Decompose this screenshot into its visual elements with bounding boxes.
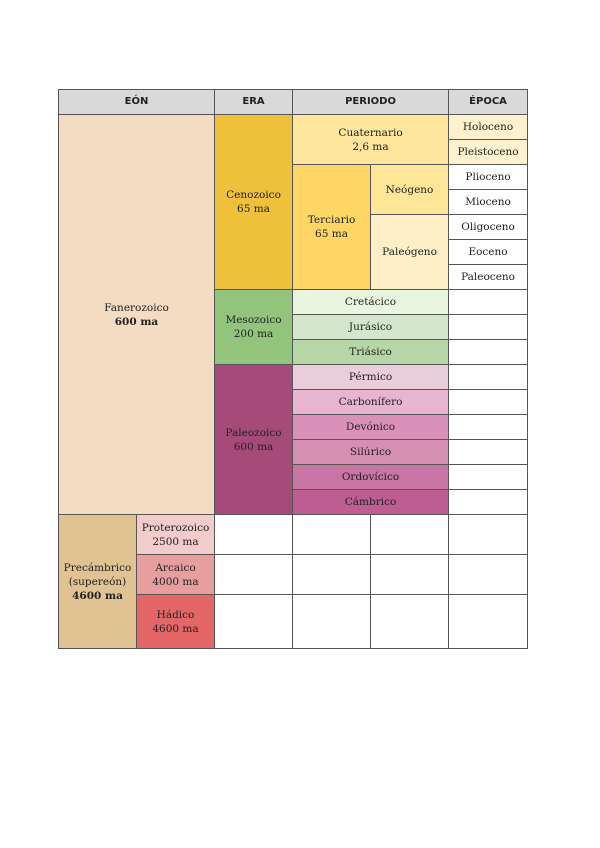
header-eon: EÓN [59,90,215,115]
era-arcaico-name: Arcaico [155,561,196,574]
empty-cell [449,315,528,340]
era-proterozoico-age: 2500 ma [152,535,199,548]
empty-cell [449,340,528,365]
era-cenozoico-age: 65 ma [237,203,270,215]
epoch-eoceno: Eoceno [449,240,528,265]
empty-cell [449,415,528,440]
empty-cell [449,465,528,490]
eon-precambrico-age: 4600 ma [72,589,123,602]
era-cenozoico-name: Cenozoico [226,189,281,201]
empty-cell [371,595,449,649]
empty-cell [215,595,293,649]
empty-cell [449,390,528,415]
period-cretacico: Cretácico [293,290,449,315]
header-era: ERA [215,90,293,115]
empty-cell [293,555,371,595]
era-hadico-name: Hádico [156,608,195,621]
period-neogeno: Neógeno [371,165,449,215]
era-paleozoico-name: Paleozoico [225,426,282,439]
empty-cell [371,515,449,555]
empty-cell [449,595,528,649]
period-cambrico: Cámbrico [293,490,449,515]
era-hadico-age: 4600 ma [152,622,199,635]
period-triasico: Triásico [293,340,449,365]
period-cuaternario-age: 2,6 ma [352,140,389,153]
period-paleogeno: Paleógeno [371,215,449,290]
epoch-mioceno: Mioceno [449,190,528,215]
era-mesozoico-name: Mesozoico [225,314,282,326]
epoch-holoceno: Holoceno [449,115,528,140]
eon-precambrico-name: Precámbrico [63,561,132,574]
era-mesozoico [215,290,293,365]
era-paleozoico [215,365,293,515]
era-proterozoico [137,515,215,555]
eon-precambrico-sub: (supereón) [68,575,127,588]
eon-precambrico [59,515,137,649]
eon-fanerozoico [59,115,215,515]
empty-cell [215,555,293,595]
header-epoca: ÉPOCA [449,90,528,115]
empty-cell [293,595,371,649]
era-proterozoico-name: Proterozoico [141,521,210,534]
empty-cell [449,490,528,515]
eon-fanerozoico-age: 600 ma [114,315,159,328]
period-carbonifero: Carbonífero [293,390,449,415]
header-row [59,90,528,115]
empty-cell [449,290,528,315]
epoch-pleistoceno: Pleistoceno [449,140,528,165]
era-mesozoico-age: 200 ma [233,328,274,340]
epoch-paleoceno: Paleoceno [449,265,528,290]
epoch-plioceno: Plioceno [449,165,528,190]
period-terciario [293,165,371,290]
period-cuaternario [293,115,449,165]
header-periodo: PERIODO [293,90,449,115]
empty-cell [215,515,293,555]
period-permico: Pérmico [293,365,449,390]
period-jurasico: Jurásico [293,315,449,340]
era-arcaico [137,555,215,595]
empty-cell [293,515,371,555]
period-silurico: Silúrico [293,440,449,465]
period-devonico: Devónico [293,415,449,440]
empty-cell [371,555,449,595]
period-terciario-name: Terciario [307,214,356,226]
empty-cell [449,365,528,390]
period-ordovicico: Ordovícico [293,465,449,490]
epoch-oligoceno: Oligoceno [449,215,528,240]
eon-fanerozoico-name: Fanerozoico [104,301,169,314]
geologic-time-table [58,89,528,649]
period-terciario-age: 65 ma [315,228,348,240]
era-arcaico-age: 4000 ma [152,575,199,588]
empty-cell [449,555,528,595]
era-hadico [137,595,215,649]
era-cenozoico [215,115,293,290]
era-paleozoico-age: 600 ma [233,440,274,453]
empty-cell [449,515,528,555]
empty-cell [449,440,528,465]
period-cuaternario-name: Cuaternario [338,126,403,139]
